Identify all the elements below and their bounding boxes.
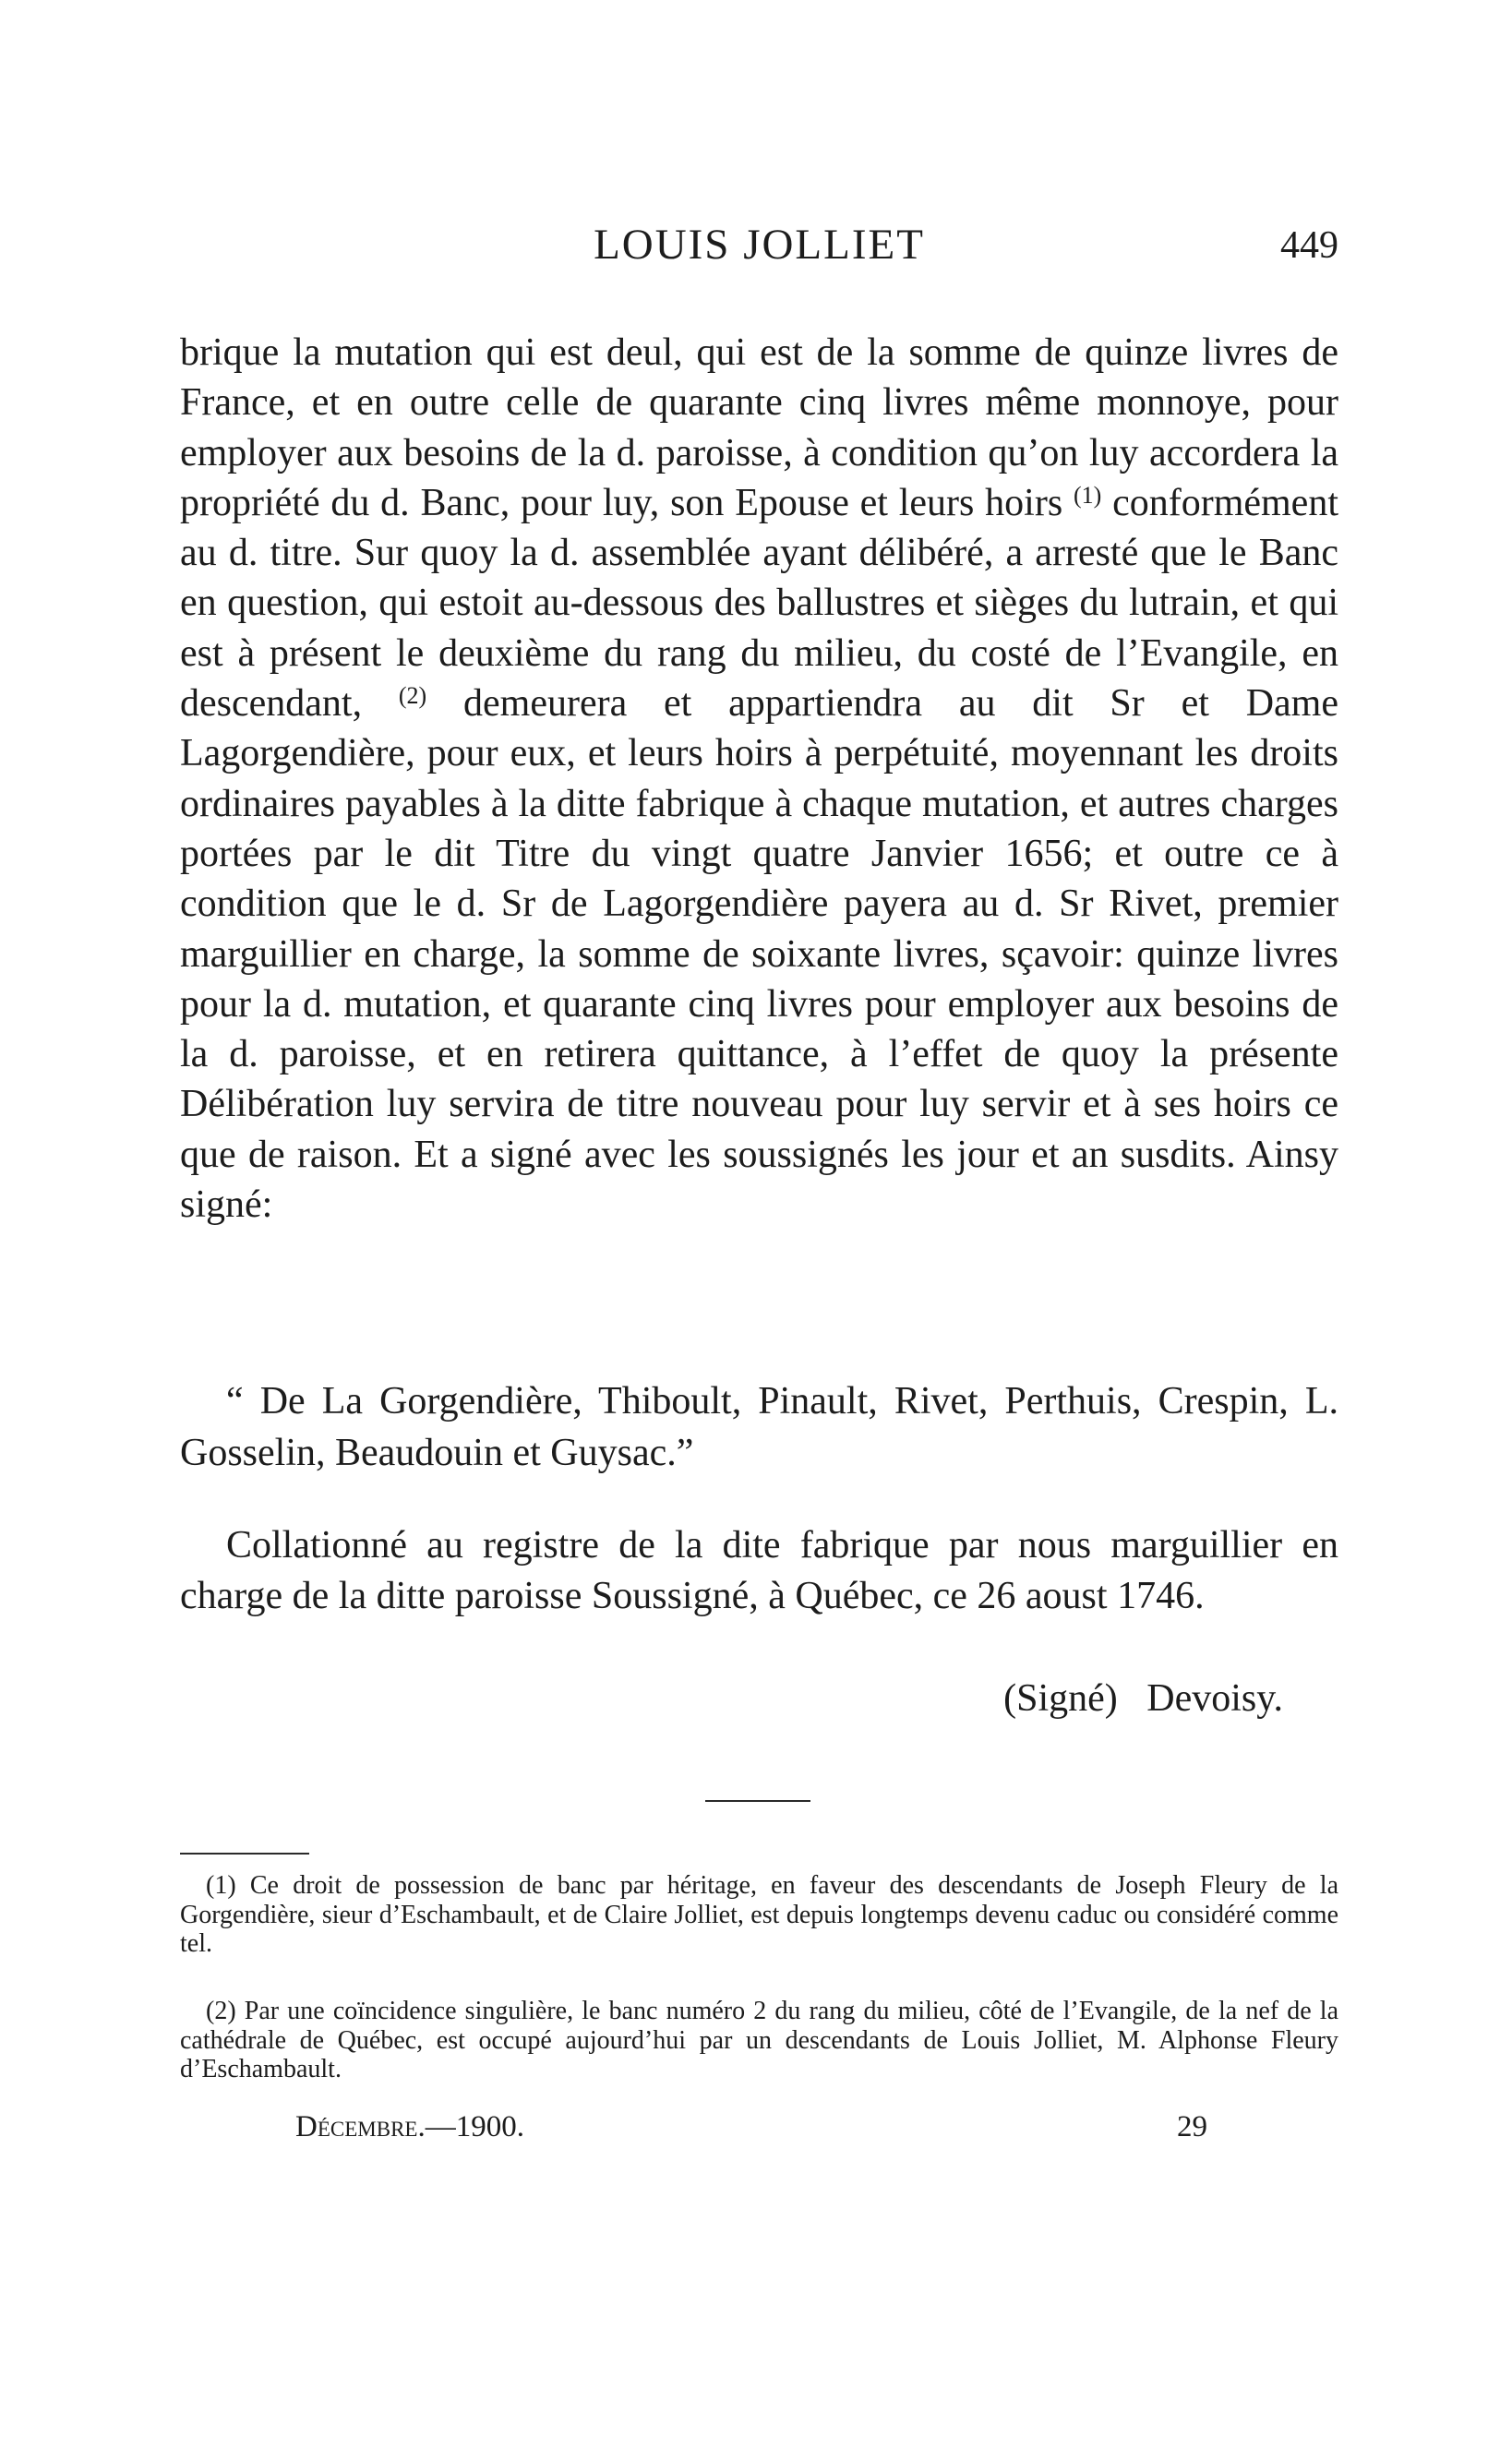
footnote-1: (1) Ce droit de possession de banc par héritage, en faveur des descendants de Joseph Fleury de la Gorgendière, sieur d’Eschambault, et de Claire Jolliet, est depuis longtemps devenu caduc ou considéré comme tel. [180, 1871, 1338, 1958]
main-paragraph [180, 328, 1338, 1230]
main-paragraph-text-2: conformément au d. titre. Sur quoy la d. assemblée ayant délibéré, a arresté que le Banc en question, qui estoit au-dessous des ballustres et sièges du lutrain, et qui est à présent le deuxième du rang du milieu, du costé de l’Evangile, en descendant, [180, 481, 1338, 726]
footnote-divider [180, 1853, 309, 1855]
issue-date: Décembre.—1900. [295, 2110, 524, 2143]
signatories-quote: “ De La Gorgendière, Thiboult, Pinault, Rivet, Perthuis, Crespin, L. Gosselin, Beaudouin et Guysac.” [180, 1380, 1338, 1474]
collation-paragraph: Collationné au registre de la dite fabrique par nous marguillier en charge de la ditte paroisse Soussigné, à Québec, ce 26 aoust 1746. [180, 1524, 1338, 1617]
footnote-ref-2: (2) [398, 682, 427, 710]
page-footer [295, 2110, 1218, 2147]
footnote-ref-1: (1) [1073, 481, 1102, 509]
signature-line: (Signé) Devoisy. [1003, 1677, 1283, 1720]
page-number: 449 [1280, 224, 1338, 267]
running-head [180, 220, 1338, 284]
footnote-2: (2) Par une coïncidence singulière, le banc numéro 2 du rang du milieu, côté de l’Evangile, de la nef de la cathédrale de Québec, est occupé aujourd’hui par un descendants de Louis Jolliet, M. Alphonse Fleury d’Eschambault. [180, 1997, 1338, 2083]
section-divider [705, 1800, 810, 1802]
signature-mark: 29 [1177, 2110, 1207, 2143]
running-title: LOUIS JOLLIET [594, 221, 925, 269]
main-paragraph-text-1: brique la mutation qui est deul, qui est de la somme de quinze livres de France, et en outre celle de quarante cinq livres même monnoye, pour employer aux besoins de la d. paroisse, à condition qu’on luy accordera la propriété du d. Banc, pour luy, son Epouse et leurs hoirs [180, 331, 1338, 524]
main-paragraph-text-3: demeurera et appartiendra au dit Sr et Dame Lagorgendière, pour eux, et leurs hoirs à perpétuité, moyennant les droits ordinaires payables à la ditte fabrique à chaque mutation, et autres charges portées par le dit Titre du vingt quatre Janvier 1656; et outre ce à condition que le d. Sr de Lagorgendière payera au d. Sr Rivet, premier marguillier en charge, la somme de soixante livres, sçavoir: quinze livres pour la d. mutation, et quarante cinq livres pour employer aux besoins de la d. paroisse, et en retirera quittance, à l’effet de quoy la présente Délibération luy servira de titre nouveau pour luy servir et à ses hoirs ce que de raison. Et a signé avec les soussignés les jour et an susdits. Ainsy signé: [180, 682, 1338, 1227]
